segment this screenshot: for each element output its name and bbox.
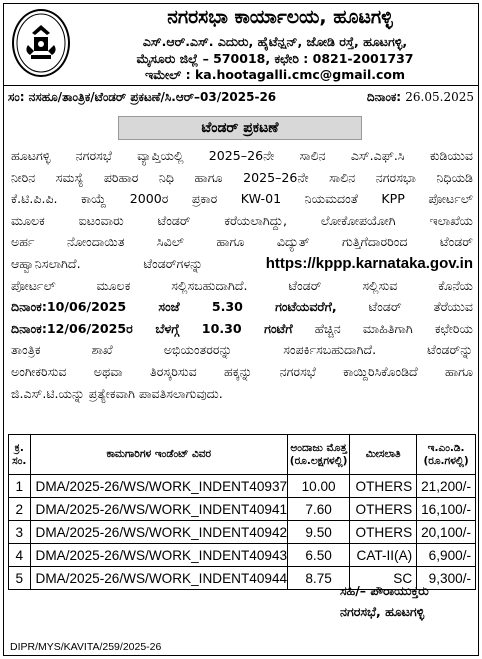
table-header-row xyxy=(9,435,476,475)
cell-indent: DMA/2025-26/WS/WORK_INDENT40943 xyxy=(30,544,288,567)
cell-emd: 6,900/- xyxy=(417,544,476,567)
notice-date xyxy=(367,90,474,105)
cell-emd: 20,100/- xyxy=(417,521,476,544)
col-header-amount: ಅಂದಾಜು ಮೊತ್ತ (ರೂ.ಲಕ್ಷಗಳಲ್ಲಿ) xyxy=(288,435,350,475)
portal-link[interactable]: https://kppp.karnataka.gov.in xyxy=(265,254,473,272)
body-text-fragment: ಟೆಂಡರ್ ತೆರೆಯುವ xyxy=(368,299,473,315)
body-line xyxy=(11,253,473,275)
cell-reservation: OTHERS xyxy=(350,498,417,521)
date-value: 26.05.2025 xyxy=(405,90,474,104)
cell-reservation: CAT-II(A) xyxy=(350,544,417,567)
cell-indent: DMA/2025-26/WS/WORK_INDENT40941 xyxy=(30,498,288,521)
notice-title: ಟೆಂಡರ್ ಪ್ರಕಟಣೆ xyxy=(118,116,362,140)
cell-sl: 2 xyxy=(9,498,31,521)
body-line: ಪೋರ್ಟಲ್ ಮೂಲಕ ಸಲ್ಲಿಸಬಹುದಾಗಿದೆ. ಟೆಂಡರ್ ಸಲ್ಲಿಸುವ ಕೊನೆಯ xyxy=(11,277,473,293)
notice-frame xyxy=(3,3,479,656)
address-line-2: ಮೈಸೂರು ಜಿಲ್ಲೆ – 570018, ಕಛೇರಿ : 0821-2001737 xyxy=(136,51,414,66)
body-line: ಕೆ.ಟಿ.ಪಿ.ಪಿ. ಕಾಯ್ದೆ 2000ರ ಪ್ರಕಾರ KW-01 ನಿಯಮದಂತೆ KPP ಪೋರ್ಟಲ್ xyxy=(11,191,473,207)
cell-emd: 16,100/- xyxy=(417,498,476,521)
cell-sl: 5 xyxy=(9,567,31,590)
works-table xyxy=(8,434,476,590)
body-line: ಮೂಲಕ ಐಟಂವಾರು ಟೆಂಡರ್ ಕರೆಯಲಾಗಿದ್ದು, ಲೋಕೋಪಯೋಗಿ ಇಲಾಖೆಯ xyxy=(11,212,473,228)
date-label: ದಿನಾಂಕ: xyxy=(366,90,402,104)
cell-indent: DMA/2025-26/WS/WORK_INDENT40944 xyxy=(30,567,288,590)
cell-indent: DMA/2025-26/WS/WORK_INDENT40937 xyxy=(30,475,288,498)
col-header-reservation: ಮೀಸಲಾತಿ xyxy=(350,435,417,475)
office-name: ನಗರಸಭಾ ಕಾರ್ಯಾಲಯ, ಹೂಟಗಳ್ಳಿ xyxy=(167,6,393,28)
email-line: ಇಮೇಲ್ : ka.hootagalli.cmc@gmail.com xyxy=(144,67,406,82)
signature-office: ನಗರಸಭೆ, ಹೂಟಗಳ್ಳಿ xyxy=(340,604,425,619)
opening-date-text: ದಿನಾಂಕ:12/06/2025ರ ಬೆಳಗ್ಗೆ 10.30 ಗಂಟೆಗೆ xyxy=(11,320,293,336)
body-line: ಅಂಗೀಕರಿಸುವ ಅಥವಾ ತಿರಸ್ಕರಿಸುವ ಹಕ್ಕನ್ನು ನಗರಸಭೆ ಕಾಯ್ದಿರಿಸಿಕೊಂಡಿದೆ ಹಾಗೂ xyxy=(11,363,473,379)
body-text-fragment: ಹೆಚ್ಚಿನ ಮಾಹಿತಿಗಾಗಿ ಕಛೇರಿಯ xyxy=(314,320,473,336)
body-line: ಅರ್ಹ ನೋಂದಾಯಿತ ಸಿವಿಲ್ ಹಾಗೂ ವಿದ್ಯುತ್ ಗುತ್ತಿಗೆದಾರರಿಂದ ಟೆಂಡರ್ xyxy=(11,234,473,250)
reference-row xyxy=(4,88,478,108)
cell-reservation: SC xyxy=(350,567,417,590)
body-line: ಜಿ.ಎಸ್.ಟಿ.ಯನ್ನು ಪ್ರತ್ಯೇಕವಾಗಿ ಪಾವತಿಸಲಾಗುವುದು. xyxy=(11,385,223,401)
cell-sl: 3 xyxy=(9,521,31,544)
last-date-text: ದಿನಾಂಕ:10/06/2025 ಸಂಜೆ 5.30 ಗಂಟೆಯವರೆಗೆ, xyxy=(11,299,337,315)
cell-sl: 1 xyxy=(9,475,31,498)
col-header-sl: ಕ್ರ. ಸಂ. xyxy=(9,435,31,475)
body-line: ಹೂಟಗಳ್ಳಿ ನಗರಸಭೆ ವ್ಯಾಪ್ತಿಯಲ್ಲಿ 2025–26ನೇ ಸಾಲಿನ ಎಸ್.ಎಫ್.ಸಿ ಕುಡಿಯುವ xyxy=(11,148,473,163)
col-header-indent: ಕಾಮಗಾರಿಗಳ ಇಂಡೆಂಟ್ ವಿವರ xyxy=(30,435,288,475)
cell-emd: 9,300/- xyxy=(417,567,476,590)
cell-reservation: OTHERS xyxy=(350,521,417,544)
cell-amount: 7.60 xyxy=(288,498,350,521)
body-line xyxy=(11,296,473,318)
address-line-1: ಎಸ್.ಆರ್.ಎಸ್. ಎದುರು, ಹೈಟೆನ್ಷನ್, ಜೋಡಿ ರಸ್ತೆ, ಹೂಟಗಳ್ಳಿ, xyxy=(142,34,408,49)
body-line xyxy=(11,318,473,340)
body-line: ನೀರಿನ ಸಮಸ್ಯೆ ಪರಿಹಾರ ನಿಧಿ ಹಾಗೂ 2025–26ನೇ ಸಾಲಿನ ನಗರಸಭಾ ನಿಧಿಯಡಿ xyxy=(11,169,473,185)
signature-title: ಸಹಿ/– ಪೌರಾಯುಕ್ತರು xyxy=(340,583,429,598)
cell-amount: 8.75 xyxy=(288,567,350,590)
reference-number: ಸಂ: ನಸಹೂ/ತಾಂತ್ರಿಕ/ಟೆಂಡರ್ ಪ್ರಕಟಣೆ/ಸಿ.ಆರ್–03/2025-26 xyxy=(8,90,277,104)
cell-sl: 4 xyxy=(9,544,31,567)
table-row xyxy=(9,498,476,521)
body-line: ತಾಂತ್ರಿಕ ಶಾಖೆ ಅಭಿಯಂತರರನ್ನು ಸಂಪರ್ಕಿಸಬಹುದಾಗಿದೆ. ಟೆಂಡರ್‌ನ್ನು xyxy=(11,342,473,358)
karnataka-emblem-icon xyxy=(12,9,70,77)
cell-emd: 21,200/- xyxy=(417,475,476,498)
dipr-code: DIPR/MYS/KAVITA/259/2025-26 xyxy=(10,641,162,653)
table-row xyxy=(9,475,476,498)
cell-reservation: OTHERS xyxy=(350,475,417,498)
notice-body xyxy=(11,145,473,404)
cell-amount: 9.50 xyxy=(288,521,350,544)
letterhead xyxy=(4,4,478,86)
table-row xyxy=(9,544,476,567)
cell-amount: 10.00 xyxy=(288,475,350,498)
body-text-fragment: ಆಹ್ವಾನಿಸಲಾಗಿದೆ. ಟೆಂಡರ್‌ಗಳನ್ನು xyxy=(11,255,203,271)
col-header-emd: ಇ.ಎಂ.ಡಿ. (ರೂ.ಗಳಲ್ಲಿ) xyxy=(417,435,476,475)
cell-indent: DMA/2025-26/WS/WORK_INDENT40942 xyxy=(30,521,288,544)
table-row xyxy=(9,521,476,544)
cell-amount: 6.50 xyxy=(288,544,350,567)
